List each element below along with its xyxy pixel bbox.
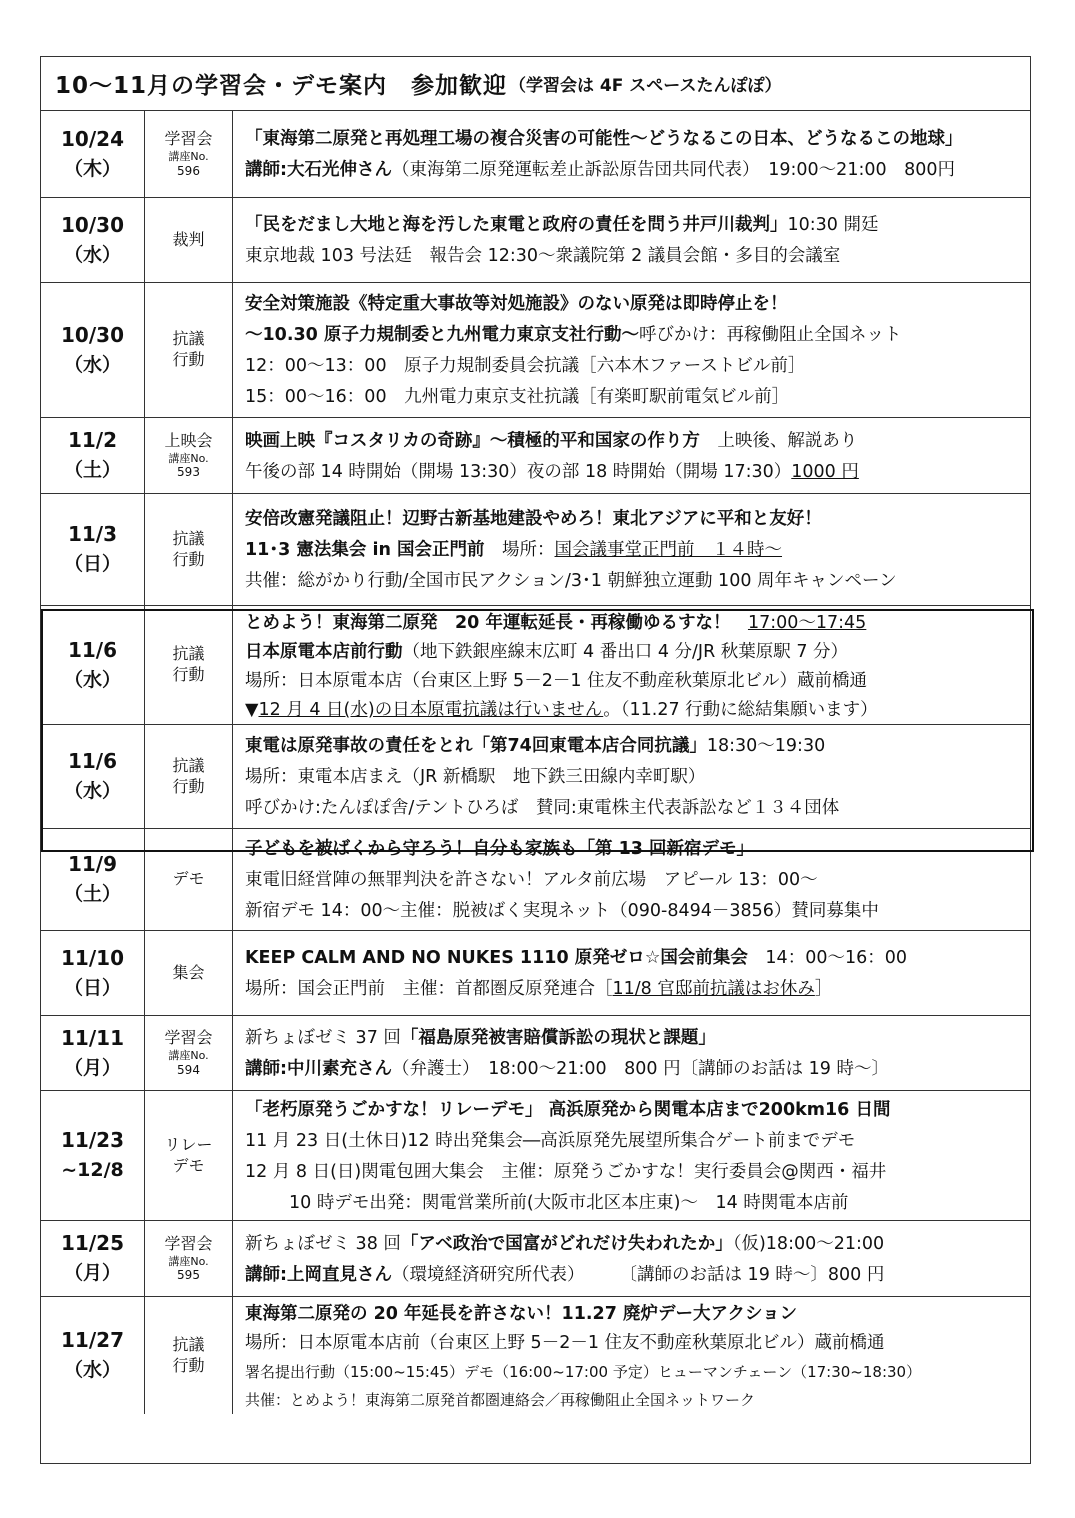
lecture-number: 594 <box>177 1062 200 1077</box>
event-weekday: （土） <box>63 459 121 482</box>
event-detail-line <box>245 834 1030 865</box>
detail-text: 午後の部 14 時開始（開場 13:30）夜の部 18 時開始（開場 17:30） <box>245 461 792 482</box>
detail-text: 11 月 23 日(土休日)12 時出発集会―高浜原発先展望所集合ゲート前までデモ <box>245 1130 856 1151</box>
event-type: 上映会 <box>164 430 213 450</box>
event-date-cell <box>41 1297 145 1414</box>
event-type-cell <box>145 494 233 605</box>
event-type-cell <box>145 606 233 724</box>
detail-text: （仮)18:00～21:00 <box>732 1233 885 1254</box>
event-row <box>41 931 1030 1016</box>
event-detail-line <box>245 320 1030 351</box>
lecture-label: 講座No. <box>168 451 209 465</box>
event-date: 10/24 <box>61 126 124 151</box>
page-title: 10～11月の学習会・デモ案内 参加歓迎 <box>55 73 508 99</box>
detail-text: （弁護士） 18:00～21:00 800 円〔講師のお話は 19 時～〕 <box>392 1059 889 1079</box>
detail-bold: 「アベ政治で国富がどれだけ失われたか」 <box>400 1233 733 1254</box>
event-date-cell <box>41 494 145 605</box>
event-detail-line <box>245 1157 1030 1188</box>
detail-text: 「老朽原発うごかすな！リレーデモ」 高浜原発から関電本店まで200km16 日間 <box>245 1099 891 1120</box>
detail-text: 18:30～19:30 <box>706 736 826 756</box>
event-date-cell <box>41 725 145 828</box>
detail-bold: 11･3 憲法集会 in 国会正門前 <box>245 540 485 560</box>
event-detail-line <box>245 351 1030 382</box>
event-weekday: （月） <box>63 1056 121 1079</box>
event-details <box>233 606 1030 724</box>
event-detail-line <box>245 210 1030 241</box>
event-details <box>233 1091 1030 1220</box>
detail-bold: 講師:大石光伸さん <box>245 160 392 180</box>
event-details <box>233 931 1030 1015</box>
event-type-cell <box>145 198 233 282</box>
detail-text: 。（11.27 行動に総結集願います） <box>603 700 878 720</box>
event-detail-line <box>245 1357 1030 1386</box>
detail-text: 共催：とめよう！東海第二原発首都圏連絡会／再稼働阻止全国ネットワーク <box>245 1391 756 1410</box>
detail-text: 呼びかけ:たんぽぽ舎/テントひろば 賛同:東電株主代表訴訟など１３４団体 <box>245 798 840 818</box>
event-detail-line <box>245 1260 1030 1291</box>
detail-text: 東海第二原発の 20 年延長を許さない！11.27 廃炉デー大アクション <box>245 1304 798 1324</box>
detail-text: 10 時デモ出発：関電営業所前(大阪市北区本庄東)～ 14 時関電本店前 <box>289 1192 849 1213</box>
event-type-line2: 行動 <box>172 1355 205 1375</box>
event-date-cell <box>41 606 145 724</box>
detail-text: 安倍改憲発議阻止！辺野古新基地建設やめろ！東北アジアに平和と友好！ <box>245 509 822 529</box>
lecture-number: 596 <box>177 163 200 178</box>
event-rows <box>41 111 1030 1414</box>
event-detail-line <box>245 1229 1030 1260</box>
event-details <box>233 418 1030 493</box>
event-detail-line <box>245 608 1030 637</box>
event-details <box>233 725 1030 828</box>
event-detail-line <box>245 896 1030 927</box>
event-row <box>41 606 1030 725</box>
lecture-label: 講座No. <box>168 1049 209 1063</box>
detail-underlined: 1000 円 <box>791 461 859 482</box>
detail-bold: 「民をだまし大地と海を汚した東電と政府の責任を問う井戸川裁判」 <box>245 215 788 235</box>
event-date-cell <box>41 1016 145 1090</box>
event-type-cell <box>145 1297 233 1414</box>
event-date: 11/9 <box>67 852 118 877</box>
detail-text: （地下鉄銀座線末広町 4 番出口 4 分/JR 秋葉原駅 7 分） <box>402 642 849 662</box>
event-row <box>41 1016 1030 1091</box>
event-date: 11/10 <box>61 945 124 970</box>
detail-text: 場所：日本原電本店（台東区上野 5－2－1 住友不動産秋葉原北ビル）蔵前橋通 <box>245 671 868 691</box>
event-detail-line <box>245 566 1030 597</box>
detail-text: 呼びかけ：再稼働阻止全国ネット <box>638 325 902 345</box>
event-detail-line <box>245 1385 1030 1414</box>
detail-underlined: 国会議事堂正門前 １４時～ <box>554 540 783 560</box>
detail-bold: KEEP CALM AND NO NUKES 1110 原発ゼロ☆国会前集会 <box>245 948 748 968</box>
event-detail-line <box>245 666 1030 695</box>
lecture-label: 講座No. <box>168 150 209 164</box>
detail-text: 上映後、解説あり <box>699 430 858 451</box>
event-type: 学習会 <box>164 129 213 149</box>
event-row <box>41 1091 1030 1221</box>
event-type: 抗議 <box>172 644 205 664</box>
event-detail-line <box>245 426 1030 457</box>
event-type-line2: デモ <box>172 1155 205 1175</box>
detail-text: 新宿デモ 14：00～主催：脱被ばく実現ネット（090-8494－3856）賛同募集中 <box>245 901 879 921</box>
detail-bold: ～10.30 原子力規制委と九州電力東京支社行動～ <box>245 325 639 345</box>
event-detail-line <box>245 974 1030 1005</box>
detail-text: 場所：東電本店まえ（JR 新橋駅 地下鉄三田線内幸町駅） <box>245 767 706 787</box>
event-date: 11/25 <box>61 1231 124 1256</box>
event-weekday: （日） <box>63 553 121 576</box>
event-date-cell <box>41 283 145 417</box>
detail-text: （東海第二原発運転差止訴訟原告団共同代表） 19:00～21:00 800円 <box>392 160 956 180</box>
event-date: 11/3 <box>67 522 118 547</box>
event-detail-line <box>245 1023 1030 1054</box>
event-date: 11/27 <box>61 1328 124 1353</box>
event-row <box>41 829 1030 931</box>
event-date: 11/11 <box>61 1025 124 1050</box>
event-date: 11/6 <box>67 749 118 774</box>
detail-text: 安全対策施設《特定重大事故等対処施設》のない原発は即時停止を！ <box>245 294 788 314</box>
detail-text: 場所：日本原電本店前（台東区上野 5－2－1 住友不動産秋葉原北ビル）蔵前橋通 <box>245 1332 885 1353</box>
event-type-cell <box>145 418 233 493</box>
event-row <box>41 494 1030 606</box>
event-type: 抗議 <box>172 1334 205 1354</box>
event-detail-line <box>245 457 1030 488</box>
detail-text: ▼ <box>245 700 259 720</box>
detail-text: 14：00～16：00 <box>747 948 907 968</box>
event-date-cell <box>41 931 145 1015</box>
event-date: 10/30 <box>61 322 124 347</box>
event-row <box>41 1297 1030 1414</box>
event-details <box>233 1297 1030 1414</box>
event-weekday: （日） <box>63 976 121 999</box>
lecture-number: 593 <box>177 465 200 480</box>
event-type-line2: 行動 <box>172 549 205 569</box>
table-header <box>41 57 1030 111</box>
lecture-label: 講座No. <box>168 1254 209 1268</box>
event-type-cell <box>145 111 233 197</box>
event-date-cell <box>41 1091 145 1220</box>
event-detail-line <box>245 1328 1030 1357</box>
event-detail-line <box>245 637 1030 666</box>
event-detail-line <box>245 1054 1030 1085</box>
event-type: デモ <box>172 869 205 889</box>
event-row <box>41 418 1030 494</box>
event-type: 裁判 <box>172 229 205 249</box>
event-date: 11/2 <box>67 428 118 453</box>
detail-underlined: 17:00～17:45 <box>747 613 867 633</box>
detail-text: 共催：総がかり行動/全国市民アクション/3･1 朝鮮独立運動 100 周年キャンペーン <box>245 571 897 591</box>
detail-text: 場所： <box>484 540 555 560</box>
event-detail-line <box>245 155 1030 186</box>
detail-bold: 「福島原発被害賠償訴訟の現状と課題」 <box>400 1028 716 1048</box>
event-weekday: （水） <box>63 353 121 376</box>
event-type-cell <box>145 829 233 930</box>
event-type-cell <box>145 1016 233 1090</box>
event-details <box>233 494 1030 605</box>
event-detail-line <box>245 1126 1030 1157</box>
event-type: 抗議 <box>172 528 205 548</box>
event-type-cell <box>145 1221 233 1296</box>
event-detail-line <box>245 762 1030 793</box>
event-details <box>233 1016 1030 1090</box>
event-detail-line <box>245 1188 1030 1219</box>
event-date-cell <box>41 829 145 930</box>
event-type-cell <box>145 283 233 417</box>
event-detail-line <box>245 695 1030 724</box>
event-type: 抗議 <box>172 755 205 775</box>
lecture-number: 595 <box>177 1268 200 1283</box>
event-row <box>41 1221 1030 1297</box>
detail-bold: 日本原電本店前行動 <box>245 642 403 662</box>
detail-text: ］ <box>814 979 833 999</box>
event-weekday: （水） <box>63 780 121 803</box>
event-details <box>233 1221 1030 1296</box>
detail-text: 東京地裁 103 号法廷 報告会 12:30～衆議院第 2 議員会館・多目的会議室 <box>245 246 841 266</box>
event-detail-line <box>245 535 1030 566</box>
event-detail-line <box>245 289 1030 320</box>
detail-bold: 講師:中川素充さん <box>245 1059 392 1079</box>
event-table <box>40 56 1031 1464</box>
event-details <box>233 111 1030 197</box>
event-row <box>41 111 1030 198</box>
detail-underlined: 11/8 官邸前抗議はお休み <box>612 979 815 999</box>
detail-text: 15：00～16：00 九州電力東京支社抗議［有楽町駅前電気ビル前］ <box>245 387 790 407</box>
detail-text: 場所：国会正門前 主催：首都圏反原発連合［ <box>245 979 613 999</box>
detail-bold: 講師:上岡直見さん <box>245 1264 392 1285</box>
detail-text: 新ちょぼゼミ 37 回 <box>245 1028 401 1048</box>
event-weekday: （月） <box>63 1262 121 1285</box>
detail-bold: 映画上映『コスタリカの奇跡』～積極的平和国家の作り方 <box>245 430 700 451</box>
event-detail-line <box>245 865 1030 896</box>
detail-bold: 東電は原発事故の責任をとれ「第74回東電本店合同抗議」 <box>245 736 707 756</box>
event-type: 集会 <box>172 962 205 982</box>
detail-text: 「東海第二原発と再処理工場の複合災害の可能性～どうなるこの日本、どうなるこの地球」 <box>245 129 963 149</box>
event-type-cell <box>145 1091 233 1220</box>
event-date-cell <box>41 418 145 493</box>
event-date: 11/6 <box>67 637 118 662</box>
event-weekday: （水） <box>63 243 121 266</box>
event-type: リレー <box>164 1134 213 1154</box>
event-detail-line <box>245 1095 1030 1126</box>
event-row <box>41 283 1030 418</box>
event-weekday: （水） <box>63 1359 121 1382</box>
detail-text: 12：00～13：00 原子力規制委員会抗議［六本木ファーストビル前］ <box>245 356 806 376</box>
event-weekday: ~12/8 <box>61 1159 124 1182</box>
event-date-cell <box>41 198 145 282</box>
event-detail-line <box>245 731 1030 762</box>
event-date: 10/30 <box>61 212 124 237</box>
event-date-cell <box>41 1221 145 1296</box>
event-details <box>233 198 1030 282</box>
event-details <box>233 283 1030 417</box>
event-weekday: （土） <box>63 883 121 906</box>
page-subtitle: （学習会は 4F スペースたんぽぽ） <box>509 76 782 96</box>
event-date-cell <box>41 111 145 197</box>
event-type: 抗議 <box>172 329 205 349</box>
event-type-line2: 行動 <box>172 665 205 684</box>
event-type-line2: 行動 <box>172 776 205 796</box>
detail-text: （環境経済研究所代表） 〔講師のお話は 19 時～〕800 円 <box>392 1264 885 1285</box>
detail-text: 新ちょぼゼミ 38 回 <box>245 1233 401 1254</box>
event-weekday: （木） <box>63 157 121 180</box>
detail-text: 10:30 開廷 <box>787 215 879 235</box>
event-detail-line <box>245 943 1030 974</box>
event-type-line2: 行動 <box>172 350 205 369</box>
event-row <box>41 725 1030 829</box>
event-type-cell <box>145 931 233 1015</box>
event-detail-line <box>245 1299 1030 1328</box>
event-row <box>41 198 1030 283</box>
detail-text: 署名提出行動（15:00~15:45）デモ（16:00~17:00 予定）ヒューマンチェーン（17:30~18:30） <box>245 1362 922 1381</box>
event-detail-line <box>245 241 1030 272</box>
event-detail-line <box>245 124 1030 155</box>
detail-text: 東電旧経営陣の無罪判決を許さない！アルタ前広場 アピール 13：00～ <box>245 870 818 890</box>
detail-text: 子どもを被ばくから守ろう！自分も家族も「第 13 回新宿デモ」 <box>245 839 755 859</box>
event-type: 学習会 <box>164 1028 213 1048</box>
detail-bold: とめよう！東海第二原発 20 年運転延長・再稼働ゆるすな！ <box>245 613 731 633</box>
event-detail-line <box>245 382 1030 413</box>
detail-underlined: 12 月 4 日(水)の日本原電抗議は行いません <box>258 700 604 720</box>
event-weekday: （水） <box>63 668 121 691</box>
event-detail-line <box>245 504 1030 535</box>
event-date: 11/23 <box>61 1128 124 1153</box>
detail-text: 12 月 8 日(日)関電包囲大集会 主催：原発うごかすな！実行委員会@関西・福井 <box>245 1161 887 1182</box>
detail-text <box>730 613 748 633</box>
event-type: 学習会 <box>164 1233 213 1253</box>
event-details <box>233 829 1030 930</box>
event-type-cell <box>145 725 233 828</box>
event-detail-line <box>245 793 1030 824</box>
